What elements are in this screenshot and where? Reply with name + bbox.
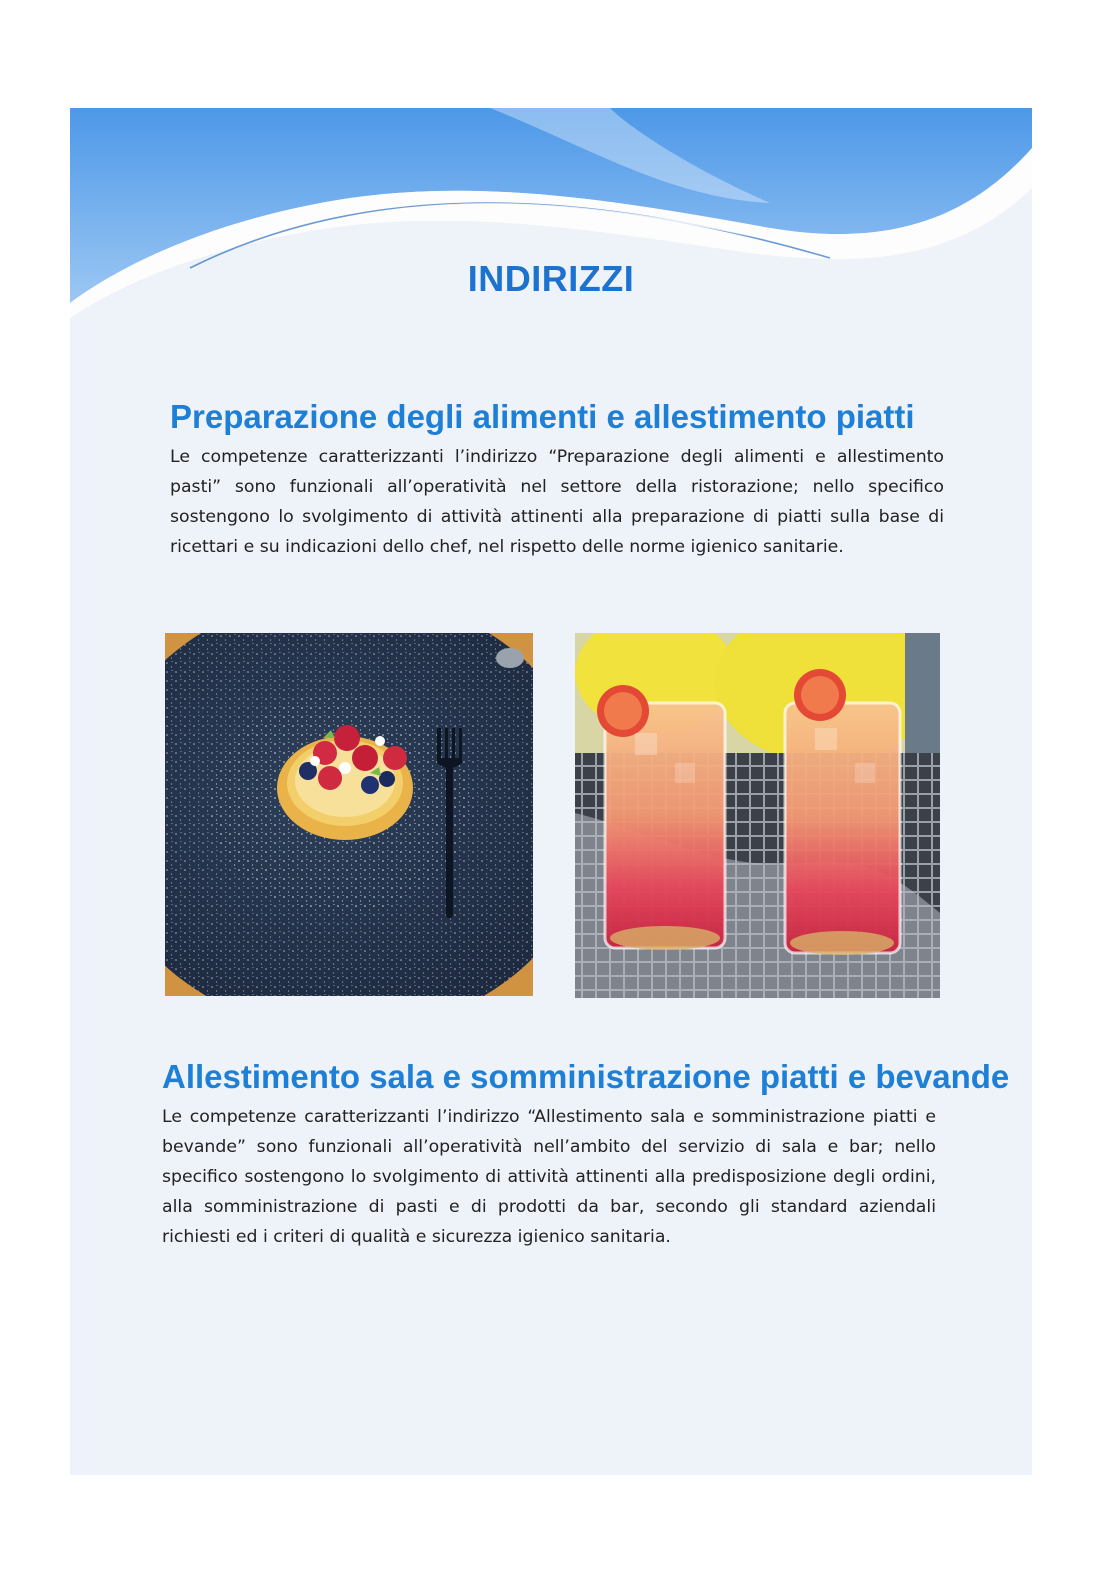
section-food-preparation (170, 398, 944, 562)
section-body: Le competenze caratterizzanti l’indirizzo “Allestimento sala e somministrazione piatti e bevande” sono funzionali all’operatività nell’ambito del servizio di sala e bar; nello specifico sostengono lo svolgimento di attività attinenti alla predisposizione degli ordini, alla somministrazione di pasti e di prodotti da bar, secondo gli standard aziendali richiesti ed i criteri di qualità e sicurezza igienico sanitaria. (162, 1107, 936, 1247)
section-heading: Allestimento sala e somministrazione piatti e bevande (162, 1058, 1010, 1095)
dessert-tart-photo (165, 633, 533, 996)
document-sheet (70, 108, 1032, 1475)
section-dining-service (162, 1058, 1010, 1252)
header-wave-decoration (70, 108, 1032, 348)
section-body: Le competenze caratterizzanti l’indirizzo “Preparazione degli alimenti e allestimento pasti” sono funzionali all’operatività nel settore della ristorazione; nello specifico sostengono lo svolgimento di attività attinenti alla preparazione di piatti sulla base di ricettari e su indicazioni dello chef, nel rispetto delle norme igienico sanitarie. (170, 447, 944, 557)
section-heading: Preparazione degli alimenti e allestimento piatti (170, 398, 915, 435)
page-title: INDIRIZZI (467, 258, 635, 299)
cocktail-glasses-photo (575, 633, 940, 998)
